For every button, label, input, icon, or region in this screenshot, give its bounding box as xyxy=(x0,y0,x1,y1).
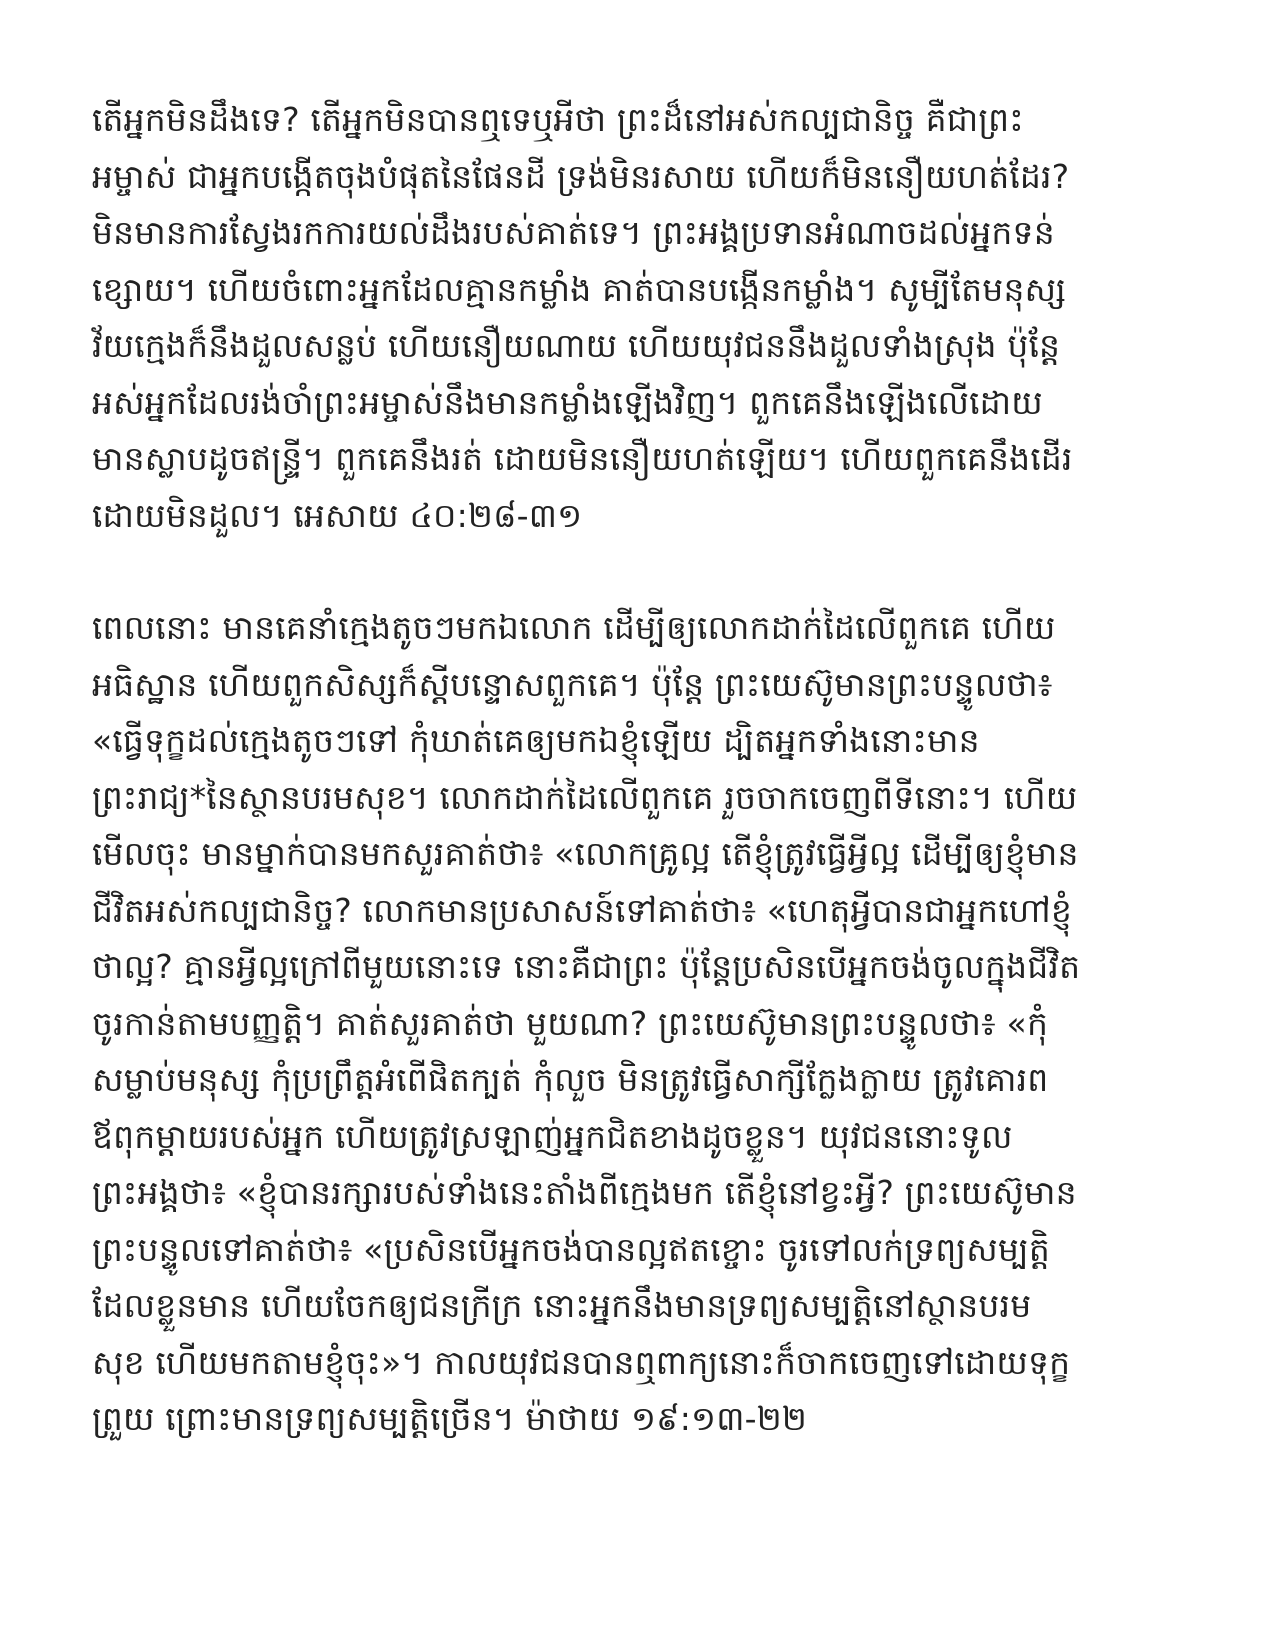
text-line: «ធ្វើទុក្ខដល់ក្មេងតូចៗទៅ កុំឃាត់គេឲ្យមកឯខ្ញុំឡើយ ដ្បិតអ្នកទាំងនោះមាន xyxy=(92,721,980,760)
text-line: ដោយមិនដួល។ អេសាយ ៤០:២៨-៣១ xyxy=(92,495,583,535)
text-line: ព្រះអង្គថា៖ «ខ្ញុំបានរក្សារបស់ទាំងនេះតាំងពីក្មេងមក តើខ្ញុំនៅខ្វះអ្វី? ព្រះយេស៊ូមាន xyxy=(92,1173,1077,1212)
scripture-document xyxy=(92,92,1202,1448)
text-line: សម្លាប់មនុស្ស កុំប្រព្រឹត្តអំពើផិតក្បត់ កុំលួច មិនត្រូវធ្វើសាក្សីក្លែងក្លាយ ត្រូវគោរព xyxy=(92,1060,1049,1099)
text-line: ព្រះរាជ្យ*នៃស្ថានបរមសុខ។ លោកដាក់ដៃលើពួកគេ រួចចាកចេញពីទីនោះ។ ហើយ xyxy=(92,777,1078,817)
text-line: វ័យក្មេងក៏នឹងដួលសន្លប់ ហើយនឿយណាយ ហើយយុវជននឹងដួលទាំងស្រុង ប៉ុន្តែ xyxy=(92,326,1061,365)
text-line: ខ្សោយ។ ហើយចំពោះអ្នកដែលគ្មានកម្លាំង គាត់បានបង្កើនកម្លាំង។ សូម្បីតែមនុស្ស xyxy=(92,269,1067,309)
text-line: អម្ចាស់ ជាអ្នកបង្កើតចុងបំផុតនៃផែនដី ទ្រង់មិនរសាយ ហើយក៏មិននឿយហត់ដែរ? xyxy=(92,156,1070,196)
text-line: សុខ ហើយមកតាមខ្ញុំចុះ»។ កាលយុវជនបានឮពាក្យនោះក៏ចាកចេញទៅដោយទុក្ខ xyxy=(92,1342,1071,1382)
text-line: មើលចុះ មានម្នាក់បានមកសួរគាត់ថា៖ «លោកគ្រូល្អ តើខ្ញុំត្រូវធ្វើអ្វីល្អ ដើម្បីឲ្យខ្ញុំមាន xyxy=(92,834,1079,873)
paragraph-isaiah xyxy=(92,92,1202,544)
text-line: អស់អ្នកដែលរង់ចាំព្រះអម្ចាស់នឹងមានកម្លាំងឡើងវិញ។ ពួកគេនឹងឡើងលើដោយ xyxy=(92,382,1043,422)
text-line: មានស្លាបដូចឥន្ទ្រី។ ពួកគេនឹងរត់ ដោយមិននឿយហត់ឡើយ។ ហើយពួកគេនឹងដើរ xyxy=(92,439,1073,478)
text-line: ចូរកាន់តាមបញ្ញត្តិ។ គាត់សួរគាត់ថា មួយណា? ព្រះយេស៊ូមានព្រះបន្ទូលថា៖ «កុំ xyxy=(92,1003,1049,1043)
text-line: មិនមានការស្វែងរកការយល់ដឹងរបស់គាត់ទេ។ ព្រះអង្គប្រទានអំណាចដល់អ្នកទន់ xyxy=(92,213,1055,252)
text-line: ជីវិតអស់កល្បជានិច្ច? លោកមានប្រសាសន៍ទៅគាត់ថា៖ «ហេតុអ្វីបានជាអ្នកហៅខ្ញុំ xyxy=(92,890,1073,930)
paragraph-matthew xyxy=(92,600,1202,1448)
paragraph-spacer xyxy=(92,544,1202,600)
text-line: ព្រះបន្ទូលទៅគាត់ថា៖ «ប្រសិនបើអ្នកចង់បានល្អឥតខ្ចោះ ចូរទៅលក់ទ្រព្យសម្បត្តិ xyxy=(92,1229,1050,1269)
text-line: ដែលខ្លួនមាន ហើយចែកឲ្យជនក្រីក្រ នោះអ្នកនឹងមានទ្រព្យសម្បត្តិនៅស្ថានបរម xyxy=(92,1286,1032,1325)
text-line: ព្រួយ ព្រោះមានទ្រព្យសម្បត្តិច្រើន។ ម៉ាថាយ ១៩:១៣-២២ xyxy=(92,1399,808,1438)
text-line: តើអ្នកមិនដឹងទេ? តើអ្នកមិនបានឮទេឬអីថា ព្រះដ៏នៅអស់កល្បជានិច្ច គឺជាព្រះ xyxy=(92,100,1024,139)
text-line: ថាល្អ? គ្មានអ្វីល្អក្រៅពីមួយនោះទេ នោះគឺជាព្រះ ប៉ុន្តែប្រសិនបើអ្នកចង់ចូលក្នុងជីវិត xyxy=(92,947,1081,986)
text-line: អធិស្ឋាន ហើយពួកសិស្សក៏ស្ដីបន្ទោសពួកគេ។ ប៉ុន្តែ ព្រះយេស៊ូមានព្រះបន្ទូលថា៖ xyxy=(92,664,1053,704)
text-line: ពេលនោះ មានគេនាំក្មេងតូចៗមកឯលោក ដើម្បីឲ្យលោកដាក់ដៃលើពួកគេ ហើយ xyxy=(92,608,1056,647)
text-line: ឪពុកម្ដាយរបស់អ្នក ហើយត្រូវស្រឡាញ់អ្នកជិតខាងដូចខ្លួន។ យុវជននោះទូល xyxy=(92,1116,1013,1156)
